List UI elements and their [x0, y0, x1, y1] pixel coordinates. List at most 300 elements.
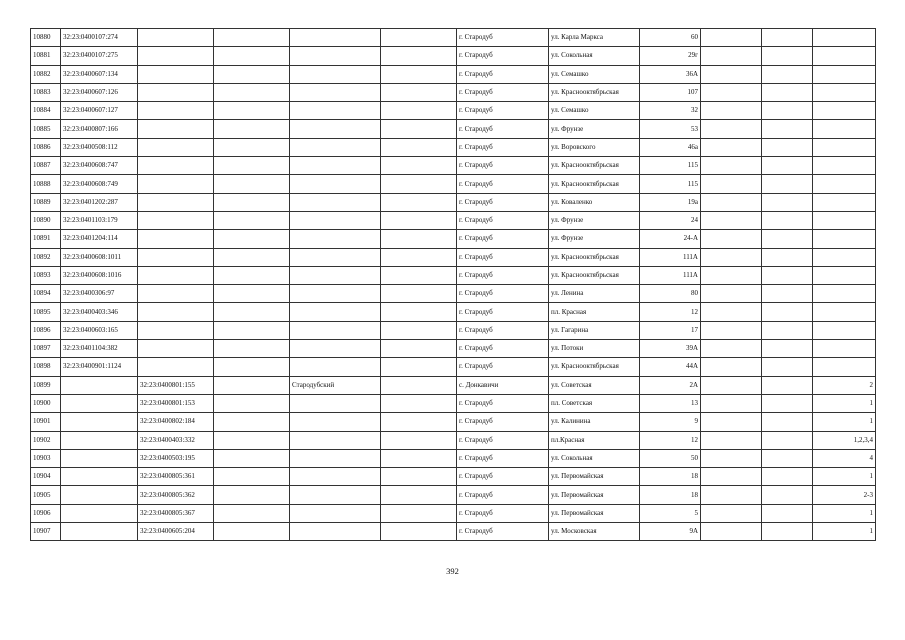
- cadastral-number-cell: 32:23:0400807:166: [61, 120, 138, 138]
- cadastral-number-alt-cell: [138, 285, 214, 303]
- settlement-cell: г. Стародуб: [457, 138, 549, 156]
- street-cell: ул. Калинина: [549, 413, 640, 431]
- table-row: [31, 47, 876, 65]
- cadastral-number-alt-cell: [138, 211, 214, 229]
- settlement-cell: г. Стародуб: [457, 248, 549, 266]
- apartment-cell: [813, 102, 876, 120]
- cadastral-number-alt-cell: [138, 29, 214, 47]
- district-cell: [290, 266, 381, 284]
- settlement-cell: г. Стародуб: [457, 449, 549, 467]
- col-6-cell: [381, 303, 457, 321]
- registry-table: [30, 28, 876, 541]
- col-10-cell: [701, 193, 762, 211]
- street-cell: ул. Красноoктябрьская: [549, 248, 640, 266]
- col-4-cell: [214, 29, 290, 47]
- row-number-cell: 10891: [31, 230, 61, 248]
- table-row: [31, 248, 876, 266]
- apartment-cell: [813, 358, 876, 376]
- street-cell: ул. Первомайская: [549, 486, 640, 504]
- cadastral-number-cell: 32:23:0400403:346: [61, 303, 138, 321]
- col-6-cell: [381, 376, 457, 394]
- apartment-cell: [813, 47, 876, 65]
- district-cell: [290, 120, 381, 138]
- settlement-cell: г. Стародуб: [457, 83, 549, 101]
- district-cell: [290, 523, 381, 541]
- table-row: [31, 266, 876, 284]
- col-10-cell: [701, 376, 762, 394]
- table-row: [31, 431, 876, 449]
- settlement-cell: г. Стародуб: [457, 303, 549, 321]
- cadastral-number-cell: 32:23:0401103:179: [61, 211, 138, 229]
- house-number-cell: 2А: [640, 376, 701, 394]
- col-11-cell: [762, 321, 813, 339]
- row-number-cell: 10897: [31, 340, 61, 358]
- col-4-cell: [214, 248, 290, 266]
- col-11-cell: [762, 138, 813, 156]
- settlement-cell: г. Стародуб: [457, 157, 549, 175]
- table-row: [31, 321, 876, 339]
- col-11-cell: [762, 504, 813, 522]
- col-10-cell: [701, 47, 762, 65]
- col-11-cell: [762, 230, 813, 248]
- col-10-cell: [701, 303, 762, 321]
- table-row: [31, 486, 876, 504]
- col-6-cell: [381, 266, 457, 284]
- col-6-cell: [381, 47, 457, 65]
- house-number-cell: 9: [640, 413, 701, 431]
- district-cell: [290, 211, 381, 229]
- col-4-cell: [214, 303, 290, 321]
- district-cell: [290, 83, 381, 101]
- district-cell: [290, 29, 381, 47]
- district-cell: [290, 47, 381, 65]
- street-cell: пл. Советская: [549, 394, 640, 412]
- col-10-cell: [701, 431, 762, 449]
- col-6-cell: [381, 157, 457, 175]
- table-row: [31, 102, 876, 120]
- col-6-cell: [381, 120, 457, 138]
- row-number-cell: 10900: [31, 394, 61, 412]
- table-row: [31, 65, 876, 83]
- cadastral-number-alt-cell: [138, 266, 214, 284]
- apartment-cell: [813, 29, 876, 47]
- col-10-cell: [701, 486, 762, 504]
- col-6-cell: [381, 431, 457, 449]
- apartment-cell: [813, 138, 876, 156]
- apartment-cell: [813, 248, 876, 266]
- row-number-cell: 10884: [31, 102, 61, 120]
- house-number-cell: 12: [640, 431, 701, 449]
- col-10-cell: [701, 248, 762, 266]
- row-number-cell: 10907: [31, 523, 61, 541]
- house-number-cell: 60: [640, 29, 701, 47]
- settlement-cell: г. Стародуб: [457, 120, 549, 138]
- col-11-cell: [762, 83, 813, 101]
- house-number-cell: 39А: [640, 340, 701, 358]
- cadastral-number-cell: 32:23:0400608:1011: [61, 248, 138, 266]
- district-cell: [290, 248, 381, 266]
- row-number-cell: 10881: [31, 47, 61, 65]
- cadastral-number-alt-cell: [138, 175, 214, 193]
- col-11-cell: [762, 47, 813, 65]
- row-number-cell: 10901: [31, 413, 61, 431]
- page-number: 392: [446, 566, 459, 576]
- house-number-cell: 9А: [640, 523, 701, 541]
- row-number-cell: 10883: [31, 83, 61, 101]
- col-10-cell: [701, 523, 762, 541]
- street-cell: ул. Московская: [549, 523, 640, 541]
- col-4-cell: [214, 102, 290, 120]
- col-6-cell: [381, 211, 457, 229]
- street-cell: ул. Сокольная: [549, 47, 640, 65]
- cadastral-number-alt-cell: 32:23:0400503:195: [138, 449, 214, 467]
- apartment-cell: [813, 321, 876, 339]
- col-11-cell: [762, 266, 813, 284]
- street-cell: ул. Фрунзе: [549, 211, 640, 229]
- col-11-cell: [762, 285, 813, 303]
- street-cell: ул. Фрунзе: [549, 120, 640, 138]
- col-10-cell: [701, 102, 762, 120]
- settlement-cell: г. Стародуб: [457, 431, 549, 449]
- row-number-cell: 10893: [31, 266, 61, 284]
- apartment-cell: [813, 175, 876, 193]
- col-6-cell: [381, 394, 457, 412]
- district-cell: [290, 175, 381, 193]
- house-number-cell: 50: [640, 449, 701, 467]
- street-cell: ул. Ленина: [549, 285, 640, 303]
- col-4-cell: [214, 376, 290, 394]
- col-10-cell: [701, 211, 762, 229]
- district-cell: [290, 138, 381, 156]
- cadastral-number-alt-cell: [138, 120, 214, 138]
- apartment-cell: [813, 157, 876, 175]
- col-6-cell: [381, 230, 457, 248]
- cadastral-number-cell: [61, 431, 138, 449]
- settlement-cell: г. Стародуб: [457, 266, 549, 284]
- table-row: [31, 376, 876, 394]
- row-number-cell: 10895: [31, 303, 61, 321]
- col-6-cell: [381, 193, 457, 211]
- cadastral-number-alt-cell: [138, 230, 214, 248]
- house-number-cell: 13: [640, 394, 701, 412]
- col-10-cell: [701, 230, 762, 248]
- col-4-cell: [214, 285, 290, 303]
- cadastral-number-cell: 32:23:0401104:382: [61, 340, 138, 358]
- col-6-cell: [381, 340, 457, 358]
- col-4-cell: [214, 413, 290, 431]
- col-4-cell: [214, 120, 290, 138]
- col-11-cell: [762, 431, 813, 449]
- table-row: [31, 193, 876, 211]
- col-10-cell: [701, 138, 762, 156]
- street-cell: ул. Воровского: [549, 138, 640, 156]
- street-cell: ул. Семашко: [549, 102, 640, 120]
- table-row: [31, 285, 876, 303]
- street-cell: ул. Красноoктябрьская: [549, 83, 640, 101]
- row-number-cell: 10902: [31, 431, 61, 449]
- col-11-cell: [762, 120, 813, 138]
- house-number-cell: 115: [640, 175, 701, 193]
- street-cell: ул. Сокольная: [549, 449, 640, 467]
- cadastral-number-alt-cell: [138, 303, 214, 321]
- cadastral-number-alt-cell: 32:23:0400805:361: [138, 468, 214, 486]
- table-row: [31, 138, 876, 156]
- col-6-cell: [381, 138, 457, 156]
- street-cell: ул. Красноoктябрьская: [549, 157, 640, 175]
- col-4-cell: [214, 468, 290, 486]
- district-cell: [290, 486, 381, 504]
- cadastral-number-cell: 32:23:0400901:1124: [61, 358, 138, 376]
- settlement-cell: г. Стародуб: [457, 358, 549, 376]
- apartment-cell: 1: [813, 523, 876, 541]
- table-row: [31, 504, 876, 522]
- cadastral-number-cell: [61, 376, 138, 394]
- cadastral-number-cell: [61, 486, 138, 504]
- col-4-cell: [214, 65, 290, 83]
- house-number-cell: 44А: [640, 358, 701, 376]
- col-11-cell: [762, 303, 813, 321]
- street-cell: ул. Советская: [549, 376, 640, 394]
- table-row: [31, 358, 876, 376]
- col-6-cell: [381, 248, 457, 266]
- district-cell: [290, 303, 381, 321]
- col-6-cell: [381, 504, 457, 522]
- cadastral-number-cell: 32:23:0400306:97: [61, 285, 138, 303]
- district-cell: [290, 65, 381, 83]
- apartment-cell: 2-3: [813, 486, 876, 504]
- apartment-cell: 1: [813, 468, 876, 486]
- apartment-cell: [813, 266, 876, 284]
- table-row: [31, 449, 876, 467]
- col-4-cell: [214, 193, 290, 211]
- col-10-cell: [701, 358, 762, 376]
- settlement-cell: г. Стародуб: [457, 230, 549, 248]
- cadastral-number-cell: [61, 523, 138, 541]
- col-10-cell: [701, 175, 762, 193]
- settlement-cell: с. Донкавичи: [457, 376, 549, 394]
- col-11-cell: [762, 175, 813, 193]
- settlement-cell: г. Стародуб: [457, 523, 549, 541]
- cadastral-number-alt-cell: [138, 47, 214, 65]
- col-10-cell: [701, 468, 762, 486]
- apartment-cell: [813, 340, 876, 358]
- house-number-cell: 24-А: [640, 230, 701, 248]
- house-number-cell: 36А: [640, 65, 701, 83]
- house-number-cell: 18: [640, 468, 701, 486]
- col-11-cell: [762, 376, 813, 394]
- col-11-cell: [762, 193, 813, 211]
- street-cell: пл.Красная: [549, 431, 640, 449]
- cadastral-number-cell: 32:23:0400607:134: [61, 65, 138, 83]
- apartment-cell: [813, 285, 876, 303]
- table-row: [31, 303, 876, 321]
- cadastral-number-alt-cell: [138, 83, 214, 101]
- col-11-cell: [762, 523, 813, 541]
- cadastral-number-alt-cell: [138, 358, 214, 376]
- street-cell: ул. Красноoктябрьская: [549, 175, 640, 193]
- col-4-cell: [214, 504, 290, 522]
- cadastral-number-cell: 32:23:0400107:274: [61, 29, 138, 47]
- row-number-cell: 10892: [31, 248, 61, 266]
- settlement-cell: г. Стародуб: [457, 413, 549, 431]
- street-cell: ул. Первомайская: [549, 504, 640, 522]
- col-4-cell: [214, 321, 290, 339]
- col-11-cell: [762, 102, 813, 120]
- district-cell: [290, 468, 381, 486]
- col-4-cell: [214, 523, 290, 541]
- settlement-cell: г. Стародуб: [457, 47, 549, 65]
- table-row: [31, 413, 876, 431]
- col-10-cell: [701, 120, 762, 138]
- cadastral-number-alt-cell: [138, 193, 214, 211]
- settlement-cell: г. Стародуб: [457, 285, 549, 303]
- district-cell: [290, 431, 381, 449]
- cadastral-number-alt-cell: 32:23:0400801:155: [138, 376, 214, 394]
- street-cell: ул. Красноoктябрьская: [549, 358, 640, 376]
- street-cell: ул. Семашко: [549, 65, 640, 83]
- district-cell: [290, 193, 381, 211]
- district-cell: [290, 157, 381, 175]
- col-4-cell: [214, 211, 290, 229]
- cadastral-number-alt-cell: [138, 157, 214, 175]
- cadastral-number-cell: [61, 468, 138, 486]
- table-row: [31, 157, 876, 175]
- row-number-cell: 10905: [31, 486, 61, 504]
- row-number-cell: 10888: [31, 175, 61, 193]
- settlement-cell: г. Стародуб: [457, 340, 549, 358]
- house-number-cell: 17: [640, 321, 701, 339]
- registry-sheet: [30, 28, 875, 541]
- row-number-cell: 10882: [31, 65, 61, 83]
- col-4-cell: [214, 157, 290, 175]
- col-11-cell: [762, 413, 813, 431]
- col-4-cell: [214, 266, 290, 284]
- cadastral-number-cell: 32:23:0400603:165: [61, 321, 138, 339]
- cadastral-number-alt-cell: 32:23:0400802:184: [138, 413, 214, 431]
- cadastral-number-alt-cell: [138, 340, 214, 358]
- cadastral-number-alt-cell: 32:23:0400805:367: [138, 504, 214, 522]
- district-cell: [290, 504, 381, 522]
- apartment-cell: [813, 211, 876, 229]
- house-number-cell: 32: [640, 102, 701, 120]
- house-number-cell: 24: [640, 211, 701, 229]
- cadastral-number-alt-cell: 32:23:0400605:204: [138, 523, 214, 541]
- col-6-cell: [381, 413, 457, 431]
- table-row: [31, 394, 876, 412]
- col-6-cell: [381, 523, 457, 541]
- street-cell: пл. Красная: [549, 303, 640, 321]
- apartment-cell: [813, 83, 876, 101]
- col-10-cell: [701, 413, 762, 431]
- house-number-cell: 53: [640, 120, 701, 138]
- row-number-cell: 10906: [31, 504, 61, 522]
- row-number-cell: 10904: [31, 468, 61, 486]
- col-4-cell: [214, 486, 290, 504]
- col-6-cell: [381, 175, 457, 193]
- house-number-cell: 5: [640, 504, 701, 522]
- apartment-cell: [813, 120, 876, 138]
- col-10-cell: [701, 266, 762, 284]
- settlement-cell: г. Стародуб: [457, 29, 549, 47]
- apartment-cell: 2: [813, 376, 876, 394]
- table-row: [31, 468, 876, 486]
- col-10-cell: [701, 394, 762, 412]
- cadastral-number-cell: 32:23:0401204:114: [61, 230, 138, 248]
- table-row: [31, 211, 876, 229]
- cadastral-number-alt-cell: 32:23:0400805:362: [138, 486, 214, 504]
- col-11-cell: [762, 358, 813, 376]
- row-number-cell: 10880: [31, 29, 61, 47]
- cadastral-number-alt-cell: [138, 65, 214, 83]
- cadastral-number-cell: [61, 394, 138, 412]
- house-number-cell: 18: [640, 486, 701, 504]
- street-cell: ул. Гагарина: [549, 321, 640, 339]
- cadastral-number-alt-cell: [138, 248, 214, 266]
- house-number-cell: 111А: [640, 248, 701, 266]
- settlement-cell: г. Стародуб: [457, 486, 549, 504]
- col-4-cell: [214, 394, 290, 412]
- row-number-cell: 10885: [31, 120, 61, 138]
- house-number-cell: 19а: [640, 193, 701, 211]
- settlement-cell: г. Стародуб: [457, 65, 549, 83]
- col-6-cell: [381, 449, 457, 467]
- district-cell: [290, 285, 381, 303]
- apartment-cell: [813, 65, 876, 83]
- col-10-cell: [701, 321, 762, 339]
- col-10-cell: [701, 340, 762, 358]
- col-4-cell: [214, 83, 290, 101]
- col-6-cell: [381, 65, 457, 83]
- row-number-cell: 10898: [31, 358, 61, 376]
- col-11-cell: [762, 65, 813, 83]
- row-number-cell: 10886: [31, 138, 61, 156]
- row-number-cell: 10896: [31, 321, 61, 339]
- cadastral-number-alt-cell: [138, 102, 214, 120]
- col-4-cell: [214, 449, 290, 467]
- col-11-cell: [762, 211, 813, 229]
- apartment-cell: [813, 193, 876, 211]
- cadastral-number-cell: 32:23:0400607:126: [61, 83, 138, 101]
- settlement-cell: г. Стародуб: [457, 175, 549, 193]
- col-4-cell: [214, 230, 290, 248]
- district-cell: [290, 102, 381, 120]
- cadastral-number-alt-cell: [138, 138, 214, 156]
- district-cell: [290, 413, 381, 431]
- row-number-cell: 10889: [31, 193, 61, 211]
- col-6-cell: [381, 358, 457, 376]
- house-number-cell: 12: [640, 303, 701, 321]
- col-11-cell: [762, 248, 813, 266]
- col-6-cell: [381, 321, 457, 339]
- cadastral-number-cell: [61, 449, 138, 467]
- cadastral-number-cell: 32:23:0400608:749: [61, 175, 138, 193]
- col-6-cell: [381, 83, 457, 101]
- street-cell: ул. Фрунзе: [549, 230, 640, 248]
- col-6-cell: [381, 29, 457, 47]
- row-number-cell: 10899: [31, 376, 61, 394]
- house-number-cell: 29г: [640, 47, 701, 65]
- house-number-cell: 107: [640, 83, 701, 101]
- col-4-cell: [214, 358, 290, 376]
- district-cell: [290, 340, 381, 358]
- col-10-cell: [701, 157, 762, 175]
- col-4-cell: [214, 431, 290, 449]
- street-cell: ул. Коваленко: [549, 193, 640, 211]
- col-10-cell: [701, 29, 762, 47]
- table-row: [31, 175, 876, 193]
- col-6-cell: [381, 102, 457, 120]
- apartment-cell: [813, 230, 876, 248]
